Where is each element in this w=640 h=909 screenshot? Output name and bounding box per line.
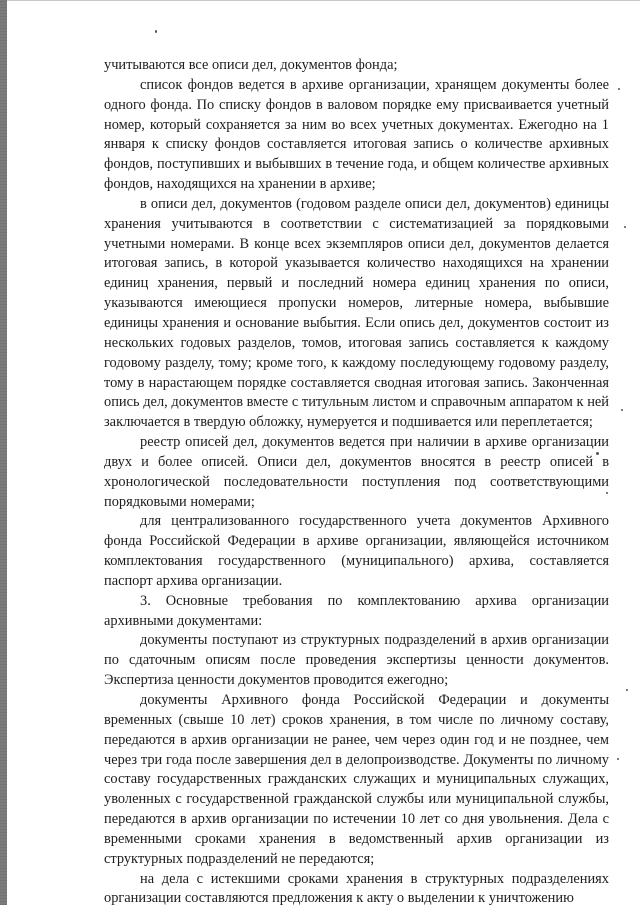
document-page: [104, 56, 609, 909]
scan-top-edge: [7, 0, 640, 1]
scan-speck: [626, 689, 628, 691]
scan-left-edge: [0, 0, 7, 905]
scan-speck: [155, 30, 157, 33]
paragraph-inventory-register: реестр описей дел, документов ведется при наличии в архиве организации двух и более описей. Описи дел, документов вносятся в реестр описей в хронологической последовательности поступления под соответствующими порядковыми номерами;: [104, 434, 609, 510]
paragraph-documents-transfer: документы поступают из структурных подразделений в архив организации по сдаточным описям после проведения экспертизы ценности документов. Экспертиза ценности документов проводится ежегодно;: [104, 632, 609, 689]
paragraph-continuation: учитываются все описи дел, документов фонда;: [104, 57, 398, 73]
paragraph-transfer-terms: документы Архивного фонда Российской Федерации и документы временных (свыше 10 лет) сроков хранения, в том числе по личному составу, передаются в архив организации не ранее, чем через один год и не позднее, чем через три года после завершения дел в делопроизводстве. Документы по личному составу государственных гражданских служащих и муниципальных служащих, уволенных с государственной гражданской службы или муниципальной службы, передаются в архив организации по истечении 10 лет со дня увольнения. Дела с временными сроками хранения в ведомственный архив организации из структурных подразделений не передаются;: [104, 692, 609, 867]
scan-speck: [618, 88, 620, 90]
paragraph-case-inventory: в описи дел, документов (годовом разделе описи дел, документов) единицы хранения учитываются в соответствии с систематизацией за порядковыми учетными номерами. В конце всех экземпляров описи дел, документов делается итоговая запись, в которой указывается количество находящихся на хранении единиц хранения, первый и последний номера единиц хранения по описи, указываются имеющиеся пропуски номеров, литерные номера, выбывшие единицы хранения и основание выбытия. Если опись дел, документов состоит из нескольких годовых разделов, томов, итоговая запись составляется к каждому годовому разделу, тому; кроме того, к каждому последующему годовому разделу, тому в нарастающем порядке составляется сводная итоговая запись. Законченная опись дел, документов вместе с титульным листом и справочным аппаратом к ней заключается в твердую обложку, нумеруется и подшивается или переплетается;: [104, 195, 609, 431]
paragraph-fund-list: список фондов ведется в архиве организации, хранящем документы более одного фонда. По списку фондов в валовом порядке ему присваивается учетный номер, который сохраняется за ним во всех учетных документах. Ежегодно на 1 января к списку фондов составляется итоговая запись о количестве архивных фондов, поступивших и выбывших в течение года, и общем количестве архивных фондов, находящихся на хранении в архиве;: [104, 76, 609, 193]
scan-speck: [621, 409, 623, 411]
scan-speck: [617, 758, 619, 760]
paragraph-expired-cases: на дела с истекшими сроками хранения в структурных подразделениях организации составляются предложения к акту о выделении к уничтожению: [104, 870, 609, 907]
section-heading-acquisition: 3. Основные требования по комплектованию архива организации архивными документами:: [104, 592, 609, 629]
paragraph-archive-passport: для централизованного государственного учета документов Архивного фонда Российской Федерации в архиве организации, являющейся источником комплектования государственного (муниципального) архива, составляется паспорт архива организации.: [104, 513, 609, 589]
scan-speck: [624, 226, 626, 228]
